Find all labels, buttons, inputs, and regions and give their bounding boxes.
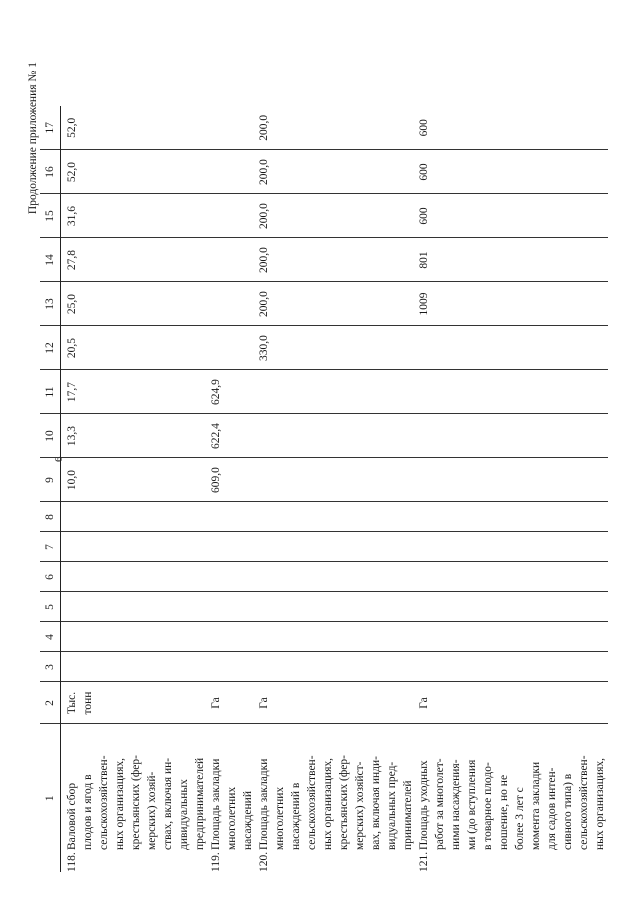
value-cell bbox=[416, 532, 608, 562]
indicator-name-block bbox=[208, 725, 256, 873]
value-cell bbox=[416, 370, 608, 414]
value-cell: 13,3 bbox=[61, 414, 209, 458]
row-number: 119. bbox=[210, 852, 222, 872]
unit-cell: Га bbox=[208, 682, 256, 724]
indicator-name-block bbox=[416, 725, 608, 873]
value-cell bbox=[416, 326, 608, 370]
value-cell bbox=[208, 282, 256, 326]
value-cell: 200,0 bbox=[256, 194, 416, 238]
row-number: 120. bbox=[258, 851, 270, 872]
value-cell bbox=[61, 562, 209, 592]
col-header: 8 bbox=[40, 502, 61, 532]
value-cell bbox=[256, 622, 416, 652]
col-header: 14 bbox=[40, 238, 61, 282]
table-body bbox=[61, 106, 609, 872]
value-cell bbox=[256, 414, 416, 458]
col-header: 1 bbox=[40, 724, 61, 872]
value-cell: 801 bbox=[416, 238, 608, 282]
col-header: 4 bbox=[40, 622, 61, 652]
value-cell: 31,6 bbox=[61, 194, 209, 238]
value-cell bbox=[416, 592, 608, 622]
value-cell: 622,4 bbox=[208, 414, 256, 458]
appendix-continuation-note: Продолжение приложения № 1 bbox=[27, 62, 39, 215]
value-cell: 200,0 bbox=[256, 150, 416, 194]
value-cell: 1009 bbox=[416, 282, 608, 326]
value-cell bbox=[256, 562, 416, 592]
indicator-cell bbox=[208, 724, 256, 872]
value-cell bbox=[416, 622, 608, 652]
value-cell bbox=[208, 562, 256, 592]
value-cell: 330,0 bbox=[256, 326, 416, 370]
value-cell bbox=[208, 326, 256, 370]
value-cell bbox=[256, 458, 416, 502]
value-cell: 600 bbox=[416, 150, 608, 194]
value-cell bbox=[256, 532, 416, 562]
indicator-name-block bbox=[256, 725, 416, 873]
value-cell bbox=[416, 652, 608, 682]
indicator-name: Площадь уходных работ за многолет- ними насаждения- ми (до вступления в товарное плодо- ношение, но не более 3 лет с момента закладки для садов интен- сивного типа) в сельскохозяйствен- ных организациях, bbox=[418, 755, 606, 850]
indicator-cell bbox=[256, 724, 416, 872]
value-cell bbox=[208, 150, 256, 194]
value-cell bbox=[416, 458, 608, 502]
col-header: 16 bbox=[40, 150, 61, 194]
col-header: 11 bbox=[40, 370, 61, 414]
page-number: 6 bbox=[53, 456, 65, 462]
col-header: 10 bbox=[40, 414, 61, 458]
value-cell: 200,0 bbox=[256, 282, 416, 326]
col-header: 17 bbox=[40, 106, 61, 150]
value-cell bbox=[256, 502, 416, 532]
value-cell: 20,5 bbox=[61, 326, 209, 370]
unit-cell: Га bbox=[416, 682, 608, 724]
value-cell: 17,7 bbox=[61, 370, 209, 414]
indicator-name-block bbox=[64, 725, 208, 873]
value-cell bbox=[61, 502, 209, 532]
column-number-header-row bbox=[40, 106, 61, 872]
col-header: 6 bbox=[40, 562, 61, 592]
value-cell: 27,8 bbox=[61, 238, 209, 282]
value-cell bbox=[208, 238, 256, 282]
value-cell: 624,9 bbox=[208, 370, 256, 414]
value-cell bbox=[208, 652, 256, 682]
value-cell: 600 bbox=[416, 194, 608, 238]
value-cell: 609,0 bbox=[208, 458, 256, 502]
table-row bbox=[256, 106, 416, 872]
value-cell: 200,0 bbox=[258, 114, 270, 141]
value-cell bbox=[256, 592, 416, 622]
unit-cell: Тыс. тонн bbox=[61, 682, 209, 724]
value-cell bbox=[256, 652, 416, 682]
value-cell bbox=[61, 652, 209, 682]
value-cell bbox=[416, 502, 608, 532]
unit-cell: Га bbox=[256, 682, 416, 724]
value-cell: 10,0 bbox=[61, 458, 209, 502]
value-cell bbox=[208, 502, 256, 532]
value-cell bbox=[61, 622, 209, 652]
value-cell bbox=[61, 592, 209, 622]
col-header: 15 bbox=[40, 194, 61, 238]
table-row bbox=[61, 106, 209, 872]
indicators-table bbox=[40, 106, 608, 872]
value-cell bbox=[256, 370, 416, 414]
indicator-cell bbox=[61, 724, 209, 872]
table-row bbox=[208, 106, 256, 872]
row-number: 121. bbox=[418, 851, 430, 872]
value-cell bbox=[208, 194, 256, 238]
value-cell bbox=[61, 532, 209, 562]
col-header: 5 bbox=[40, 592, 61, 622]
value-cell bbox=[208, 106, 256, 150]
value-cell bbox=[208, 592, 256, 622]
value-cell bbox=[416, 562, 608, 592]
value-cell bbox=[208, 622, 256, 652]
value-cell: 52,0 bbox=[66, 117, 78, 138]
indicator-name: Площадь закладки многолетних насаждений bbox=[210, 758, 254, 850]
value-cell bbox=[416, 414, 608, 458]
col-header: 2 bbox=[40, 682, 61, 724]
value-cell: 52,0 bbox=[61, 150, 209, 194]
value-cell: 600 bbox=[418, 119, 430, 137]
value-cell: 25,0 bbox=[61, 282, 209, 326]
col-header: 12 bbox=[40, 326, 61, 370]
value-cell bbox=[208, 532, 256, 562]
row-number: 118. bbox=[66, 852, 78, 872]
indicator-cell bbox=[416, 724, 608, 872]
table-row bbox=[416, 106, 608, 872]
col-header: 13 bbox=[40, 282, 61, 326]
col-header: 9 bbox=[40, 458, 61, 502]
indicator-name: Площадь закладки многолетних насаждений в сельскохозяйствен- ных организациях, крестьянских (фер- мерских) хозяйст- вах, включая инди- видуальных пред- принимателей bbox=[258, 755, 414, 850]
col-header: 7 bbox=[40, 532, 61, 562]
col-header: 3 bbox=[40, 652, 61, 682]
value-cell: 200,0 bbox=[256, 238, 416, 282]
indicator-name: Валовой сбор плодов и ягод в сельскохозяйствен- ных организациях, крестьянских (фер- мерских) хозяй- ствах, включая ин- дивидуальных предпринимателей bbox=[66, 755, 206, 850]
